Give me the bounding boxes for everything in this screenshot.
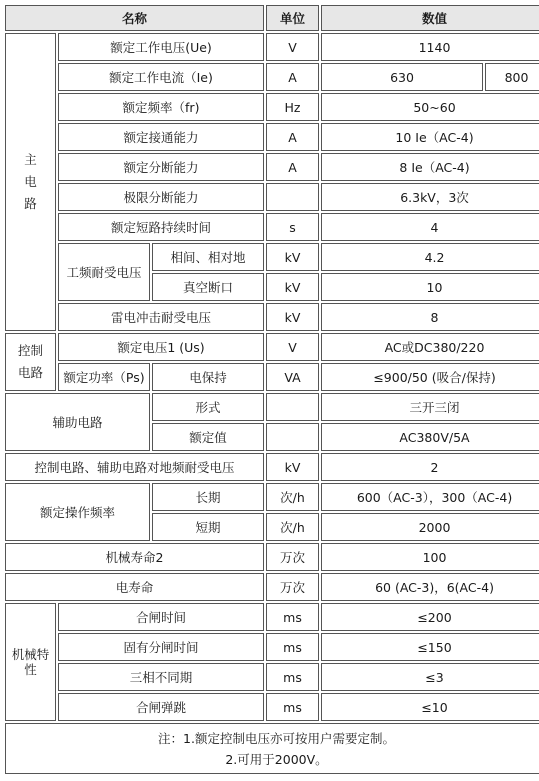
group-aux-circuit: 辅助电路 [5, 393, 150, 451]
row-value: AC380V/5A [321, 423, 539, 451]
row-value: 10 [321, 273, 539, 301]
table-row [5, 213, 539, 241]
row-unit: kV [266, 243, 319, 271]
row-name: 额定短路持续时间 [58, 213, 264, 241]
spec-table [3, 3, 539, 776]
row-unit [266, 423, 319, 451]
table-row [5, 243, 539, 271]
header-row [5, 5, 539, 31]
row-unit: Hz [266, 93, 319, 121]
row-unit: A [266, 63, 319, 91]
row-value: ≤3 [321, 663, 539, 691]
row-value-b: 800 [485, 63, 539, 91]
group-power-freq-withstand: 工频耐受电压 [58, 243, 150, 301]
row-unit: A [266, 123, 319, 151]
notes-cell [5, 723, 539, 774]
row-value: 100 [321, 543, 539, 571]
header-value: 数值 [321, 5, 539, 31]
row-unit: V [266, 333, 319, 361]
table-row [5, 633, 539, 661]
row-unit: VA [266, 363, 319, 391]
row-value: ≤900/50 (吸合/保持) [321, 363, 539, 391]
row-value: 8 Ie（AC-4) [321, 153, 539, 181]
table-row [5, 453, 539, 481]
table-row [5, 303, 539, 331]
row-unit: kV [266, 303, 319, 331]
row-name: 长期 [152, 483, 264, 511]
table-row [5, 93, 539, 121]
row-unit: 万次 [266, 573, 319, 601]
row-unit: 次/h [266, 483, 319, 511]
row-name: 真空断口 [152, 273, 264, 301]
row-value: AC或DC380/220 [321, 333, 539, 361]
row-unit: ms [266, 693, 319, 721]
row-unit: 万次 [266, 543, 319, 571]
row-unit: ms [266, 663, 319, 691]
table-row [5, 363, 539, 391]
row-unit: s [266, 213, 319, 241]
row-unit [266, 393, 319, 421]
group-control-circuit: 控制 电路 [5, 333, 56, 391]
row-name: 额定功率（Ps) [58, 363, 150, 391]
row-value: 1140 [321, 33, 539, 61]
row-value: ≤150 [321, 633, 539, 661]
row-name: 额定频率（fr) [58, 93, 264, 121]
row-name: 额定分断能力 [58, 153, 264, 181]
row-value: 4.2 [321, 243, 539, 271]
row-value: ≤200 [321, 603, 539, 631]
table-row [5, 33, 539, 61]
row-unit: kV [266, 453, 319, 481]
group-mechanical: 机械特性 [5, 603, 56, 721]
row-value: 60 (AC-3)，6(AC-4) [321, 573, 539, 601]
table-row [5, 543, 539, 571]
row-name: 合闸时间 [58, 603, 264, 631]
row-name: 形式 [152, 393, 264, 421]
group-rated-op-freq: 额定操作频率 [5, 483, 150, 541]
row-subname: 电保持 [152, 363, 264, 391]
row-unit: kV [266, 273, 319, 301]
row-name: 三相不同期 [58, 663, 264, 691]
row-name: 雷电冲击耐受电压 [58, 303, 264, 331]
group-main-circuit: 主 电 路 [5, 33, 56, 331]
table-row [5, 183, 539, 211]
table-row [5, 483, 539, 511]
notes-row [5, 723, 539, 774]
row-name: 控制电路、辅助电路对地频耐受电压 [5, 453, 264, 481]
row-unit: ms [266, 633, 319, 661]
row-value: 2000 [321, 513, 539, 541]
table-row [5, 153, 539, 181]
table-row [5, 63, 539, 91]
row-name: 额定值 [152, 423, 264, 451]
table-row [5, 693, 539, 721]
row-name: 额定接通能力 [58, 123, 264, 151]
header-name: 名称 [5, 5, 264, 31]
table-row [5, 333, 539, 361]
row-value: 50~60 [321, 93, 539, 121]
row-unit: ms [266, 603, 319, 631]
row-value: 600（AC-3），300（AC-4) [321, 483, 539, 511]
row-value: ≤10 [321, 693, 539, 721]
table-row [5, 123, 539, 151]
row-name: 额定电压1 (Us) [58, 333, 264, 361]
table-row [5, 663, 539, 691]
row-name: 短期 [152, 513, 264, 541]
row-value: 10 Ie（AC-4) [321, 123, 539, 151]
table-row [5, 393, 539, 421]
row-name: 固有分闸时间 [58, 633, 264, 661]
row-name: 极限分断能力 [58, 183, 264, 211]
row-unit: V [266, 33, 319, 61]
row-value: 8 [321, 303, 539, 331]
row-unit: A [266, 153, 319, 181]
row-value-a: 630 [321, 63, 483, 91]
note-line-1: 注：1.额定控制电压亦可按用户需要定制。 [158, 730, 395, 746]
spec-table-wrapper [3, 3, 536, 778]
row-value: 6.3kV，3次 [321, 183, 539, 211]
note-line-2: 2.可用于2000V。 [225, 751, 328, 767]
row-value: 三开三闭 [321, 393, 539, 421]
row-name: 相间、相对地 [152, 243, 264, 271]
row-unit [266, 183, 319, 211]
table-row [5, 573, 539, 601]
table-row [5, 603, 539, 631]
row-value: 2 [321, 453, 539, 481]
row-name: 电寿命 [5, 573, 264, 601]
row-name: 机械寿命2 [5, 543, 264, 571]
row-name: 额定工作电压(Ue) [58, 33, 264, 61]
row-unit: 次/h [266, 513, 319, 541]
row-value: 4 [321, 213, 539, 241]
row-name: 合闸弹跳 [58, 693, 264, 721]
row-name: 额定工作电流（Ie) [58, 63, 264, 91]
header-unit: 单位 [266, 5, 319, 31]
